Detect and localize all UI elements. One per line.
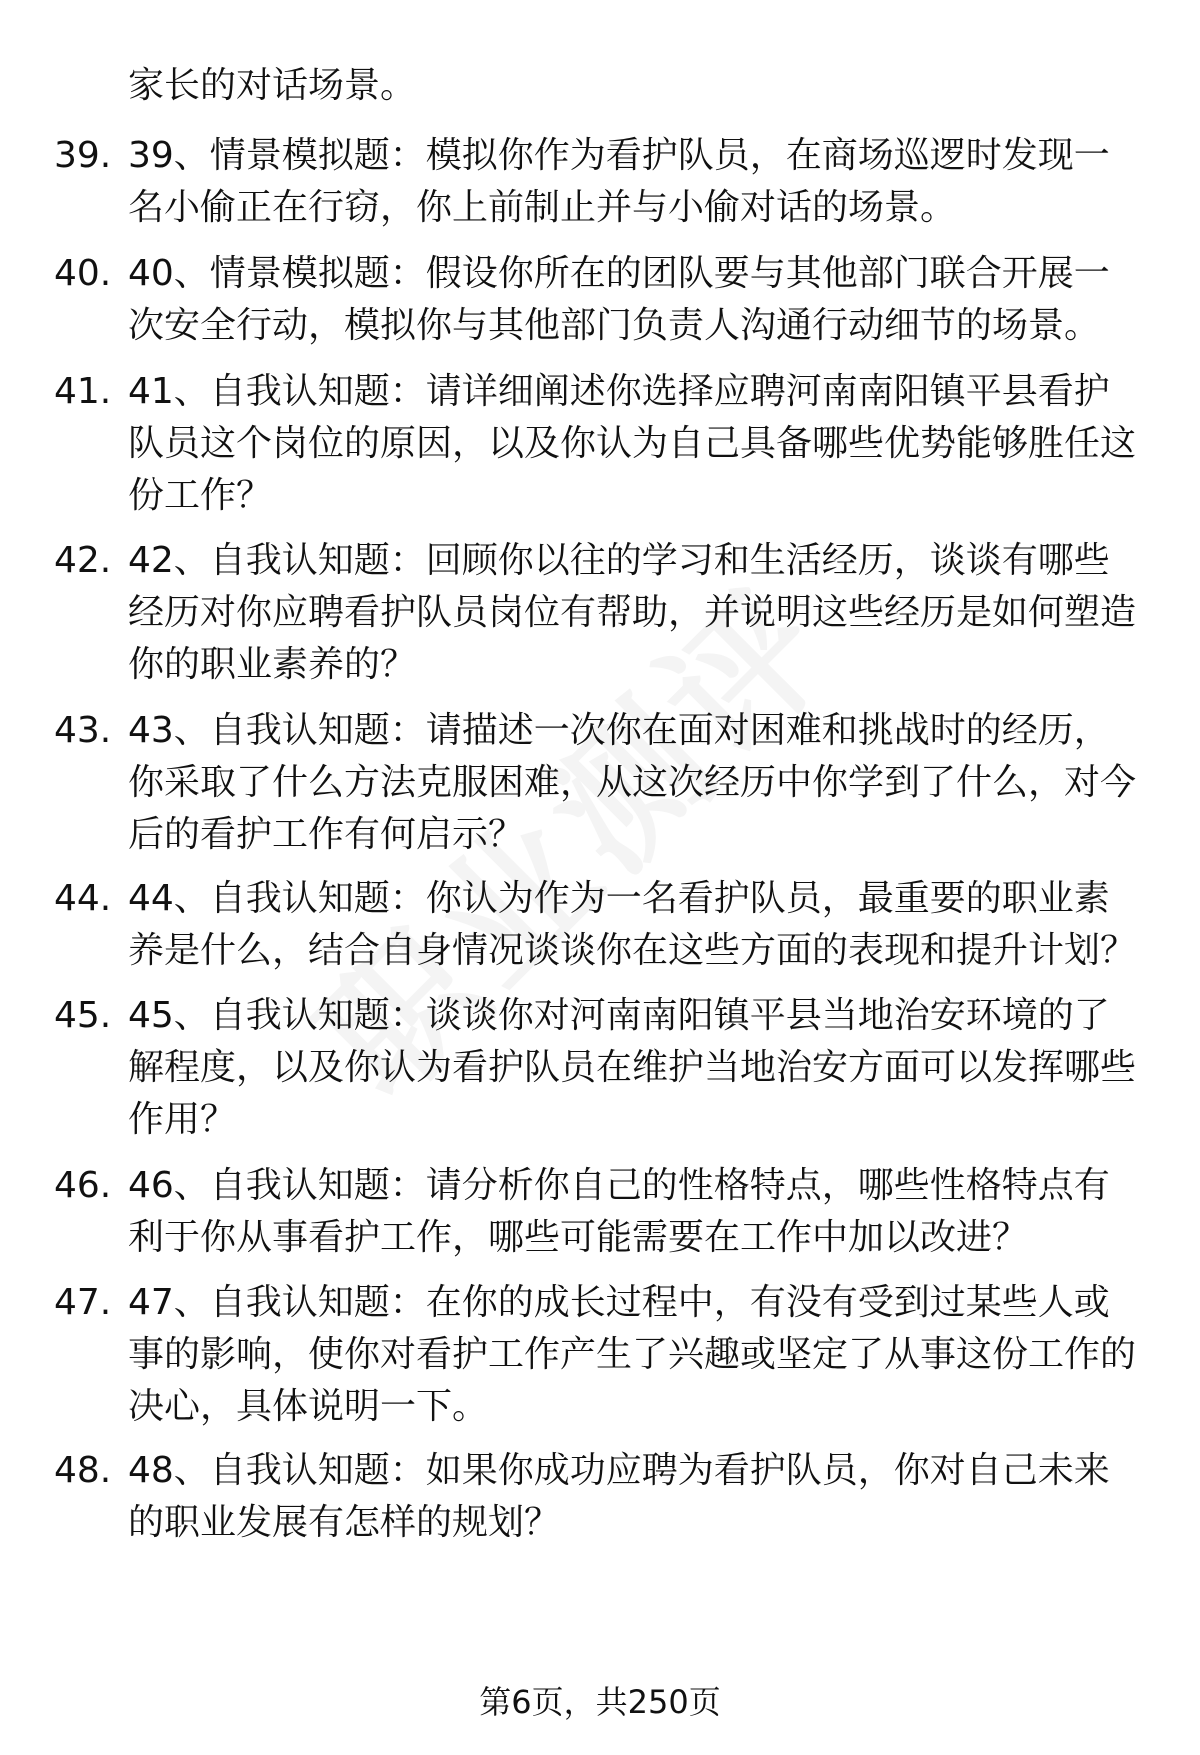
item-number: 44.: [54, 878, 112, 919]
item-text: 47、自我认知题：在你的成长过程中，有没有受到过某些人或事的影响，使你对看护工作产生了兴趣或坚定了从事这份工作的决心，具体说明一下。: [128, 1282, 1137, 1427]
item-text: 39、情景模拟题：模拟你作为看护队员，在商场巡逻时发现一名小偷正在行窃，你上前制止并与小偷对话的场景。: [128, 135, 1110, 228]
item-number: 40.: [54, 253, 112, 294]
item-number: 39.: [54, 135, 112, 176]
item-number: 48.: [54, 1450, 112, 1491]
item-number: 43.: [54, 710, 112, 751]
item-text: 46、自我认知题：请分析你自己的性格特点，哪些性格特点有利于你从事看护工作，哪些可能需要在工作中加以改进？: [128, 1165, 1110, 1258]
page-number: 第6页，共250页: [479, 1683, 721, 1721]
item-text: 44、自我认知题：你认为作为一名看护队员，最重要的职业素养是什么，结合自身情况谈谈你在这些方面的表现和提升计划？: [128, 878, 1137, 971]
item-number: 46.: [54, 1165, 112, 1206]
item-number: 42.: [54, 540, 112, 581]
continuation-text: 家长的对话场景。: [128, 65, 417, 106]
item-text: 48、自我认知题：如果你成功应聘为看护队员，你对自己未来的职业发展有怎样的规划？: [128, 1450, 1110, 1543]
item-text: 43、自我认知题：请描述一次你在面对困难和挑战时的经历，你采取了什么方法克服困难，从这次经历中你学到了什么，对今后的看护工作有何启示？: [128, 710, 1137, 855]
item-text: 45、自我认知题：谈谈你对河南南阳镇平县当地治安环境的了解程度，以及你认为看护队员在维护当地治安方面可以发挥哪些作用？: [128, 995, 1137, 1140]
item-number: 47.: [54, 1282, 112, 1323]
item-number: 41.: [54, 371, 112, 412]
item-text: 42、自我认知题：回顾你以往的学习和生活经历，谈谈有哪些经历对你应聘看护队员岗位有帮助，并说明这些经历是如何塑造你的职业素养的？: [128, 540, 1137, 685]
item-number: 45.: [54, 995, 112, 1036]
item-text: 41、自我认知题：请详细阐述你选择应聘河南南阳镇平县看护队员这个岗位的原因，以及你认为自己具备哪些优势能够胜任这份工作？: [128, 371, 1137, 516]
item-text: 40、情景模拟题：假设你所在的团队要与其他部门联合开展一次安全行动，模拟你与其他部门负责人沟通行动细节的场景。: [128, 253, 1110, 346]
